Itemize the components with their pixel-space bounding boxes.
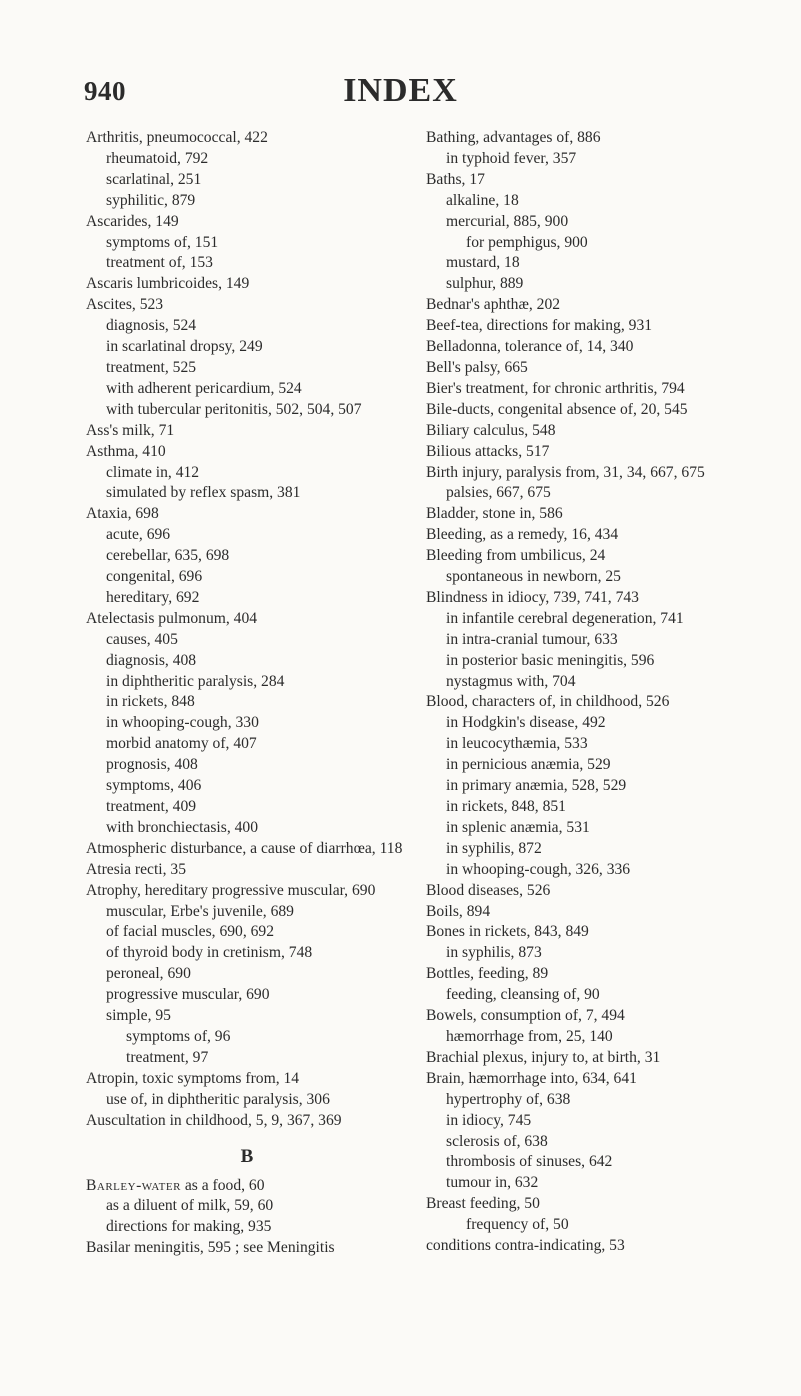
index-subentry: in whooping-cough, 326, 336 <box>446 860 631 878</box>
index-entry: Ascaris lumbricoides, 149 <box>86 275 250 293</box>
index-subentry: causes, 405 <box>106 630 178 648</box>
index-entry: Atmospheric disturbance, a cause of diarrhœa, 118 <box>86 839 403 857</box>
index-subentry: thrombosis of sinuses, 642 <box>446 1153 613 1171</box>
index-entry: Ascarides, 149 <box>86 212 179 230</box>
index-subentry: in pernicious anæmia, 529 <box>446 756 611 774</box>
index-entry: Arthritis, pneumococcal, 422 <box>86 129 268 146</box>
index-entry: Bones in rickets, 843, 849 <box>426 923 589 941</box>
index-entries-b <box>86 1176 408 1260</box>
index-entry: Bowels, consumption of, 7, 494 <box>426 1007 625 1025</box>
index-subentry: in scarlatinal dropsy, 249 <box>106 338 263 356</box>
index-subentry: in rickets, 848 <box>106 693 195 711</box>
index-subentry: with adherent pericardium, 524 <box>106 379 302 397</box>
index-entries-right <box>426 128 756 1257</box>
index-subentry: treatment of, 153 <box>106 254 213 272</box>
index-subentry: in splenic anæmia, 531 <box>446 818 590 836</box>
index-subentry: in syphilis, 872 <box>446 839 542 857</box>
index-subentry: scarlatinal, 251 <box>106 170 202 188</box>
index-subentry: treatment, 97 <box>126 1048 209 1066</box>
index-subentry: sulphur, 889 <box>446 275 524 293</box>
index-subentry: use of, in diphtheritic paralysis, 306 <box>106 1090 330 1108</box>
index-subentry: mustard, 18 <box>446 254 520 272</box>
index-subentry: simulated by reflex spasm, 381 <box>106 484 301 502</box>
index-subentry: acute, 696 <box>106 526 171 544</box>
index-entries-left <box>86 128 408 1132</box>
index-entry: Bednar's aphthæ, 202 <box>426 296 561 314</box>
index-entry: Blood, characters of, in childhood, 526 <box>426 693 670 711</box>
index-subentry: treatment, 409 <box>106 798 197 815</box>
page-title: INDEX <box>343 72 458 109</box>
index-subentry: simple, 95 <box>106 1007 171 1025</box>
index-subentry: progressive muscular, 690 <box>106 986 270 1004</box>
index-subentry: hereditary, 692 <box>106 588 200 606</box>
index-entry: Birth injury, paralysis from, 31, 34, 667, 675 <box>426 463 705 481</box>
index-subentry: cerebellar, 635, 698 <box>106 547 230 565</box>
index-subentry: morbid anatomy of, 407 <box>106 735 257 753</box>
index-subentry: in intra-cranial tumour, 633 <box>446 630 618 648</box>
index-entry: Belladonna, tolerance of, 14, 340 <box>426 338 634 356</box>
index-entry: Bell's palsy, 665 <box>426 358 528 376</box>
index-subentry: conditions contra-indicating, 53 <box>426 1237 625 1255</box>
index-subentry: alkaline, 18 <box>446 191 519 209</box>
index-subentry: muscular, Erbe's juvenile, 689 <box>106 902 294 920</box>
index-entry: Basilar meningitis, 595 ; see Meningitis <box>86 1239 335 1257</box>
index-entry: Brachial plexus, injury to, at birth, 31 <box>426 1048 661 1066</box>
index-entry: Barley-water as a food, 60 <box>86 1176 265 1194</box>
index-subentry: sclerosis of, 638 <box>446 1132 548 1150</box>
index-subentry: of thyroid body in cretinism, 748 <box>106 944 313 962</box>
index-subentry: in primary anæmia, 528, 529 <box>446 777 627 795</box>
index-entry: Atropin, toxic symptoms from, 14 <box>86 1069 300 1087</box>
index-subentry: in Hodgkin's disease, 492 <box>446 714 606 732</box>
index-subentry: for pemphigus, 900 <box>466 233 588 251</box>
index-entry: Bile-ducts, congenital absence of, 20, 545 <box>426 400 688 418</box>
index-entry: Auscultation in childhood, 5, 9, 367, 369 <box>86 1111 342 1129</box>
index-entry: Bathing, advantages of, 886 <box>426 129 601 146</box>
index-entry: Atelectasis pulmonum, 404 <box>86 609 258 627</box>
index-entry: Bottles, feeding, 89 <box>426 965 549 983</box>
index-entry: Boils, 894 <box>426 902 491 920</box>
index-entry: Bladder, stone in, 586 <box>426 505 563 523</box>
index-subentry: in rickets, 848, 851 <box>446 798 566 815</box>
index-subentry: syphilitic, 879 <box>106 191 196 209</box>
index-subentry: hypertrophy of, 638 <box>446 1090 571 1108</box>
page-number: 940 <box>84 76 126 106</box>
index-subentry: diagnosis, 408 <box>106 651 197 669</box>
index-subentry: in posterior basic meningitis, 596 <box>446 651 655 669</box>
index-entry: Bleeding, as a remedy, 16, 434 <box>426 526 619 544</box>
index-subentry: symptoms of, 151 <box>106 233 219 251</box>
index-subentry: tumour in, 632 <box>446 1174 539 1192</box>
index-entry: Beef-tea, directions for making, 931 <box>426 317 653 335</box>
index-subentry: rheumatoid, 792 <box>106 149 209 167</box>
index-entry: Breast feeding, 50 <box>426 1195 540 1213</box>
index-subentry: symptoms of, 96 <box>126 1027 231 1045</box>
index-entry: Bilious attacks, 517 <box>426 442 550 460</box>
index-subentry: mercurial, 885, 900 <box>446 212 569 230</box>
index-entry: Blood diseases, 526 <box>426 881 551 899</box>
index-entry: Atrophy, hereditary progressive muscular, 690 <box>86 881 376 899</box>
index-subentry: in diphtheritic paralysis, 284 <box>106 672 285 690</box>
index-column-left <box>86 128 408 1259</box>
index-entry: Ataxia, 698 <box>86 505 159 523</box>
index-entry: Ascites, 523 <box>86 296 164 314</box>
index-entry: Bier's treatment, for chronic arthritis, 794 <box>426 379 685 397</box>
index-subentry: nystagmus with, 704 <box>446 672 576 690</box>
index-entry: Asthma, 410 <box>86 442 166 460</box>
index-subentry: hæmorrhage from, 25, 140 <box>446 1027 613 1045</box>
index-column-right <box>426 128 756 1257</box>
index-subentry: climate in, 412 <box>106 463 200 481</box>
index-subentry: as a diluent of milk, 59, 60 <box>106 1197 274 1215</box>
index-subentry: peroneal, 690 <box>106 965 191 983</box>
index-subentry: palsies, 667, 675 <box>446 484 551 502</box>
index-entry: Baths, 17 <box>426 170 485 188</box>
index-subentry: in syphilis, 873 <box>446 944 542 962</box>
index-subentry: in idiocy, 745 <box>446 1111 532 1129</box>
index-subentry: with bronchiectasis, 400 <box>106 818 259 836</box>
entry-heading: Barley-water <box>86 1176 181 1194</box>
index-subentry: treatment, 525 <box>106 358 197 376</box>
index-subentry: of facial muscles, 690, 692 <box>106 923 275 941</box>
index-subentry: in leucocythæmia, 533 <box>446 735 588 753</box>
index-subentry: in typhoid fever, 357 <box>446 149 577 167</box>
index-subentry: prognosis, 408 <box>106 756 198 774</box>
page-header <box>0 72 801 112</box>
index-subentry: with tubercular peritonitis, 502, 504, 507 <box>106 400 362 418</box>
index-entry: Atresia recti, 35 <box>86 860 187 878</box>
index-subentry: symptoms, 406 <box>106 777 202 795</box>
index-entry: Biliary calculus, 548 <box>426 421 556 439</box>
index-entry: Blindness in idiocy, 739, 741, 743 <box>426 588 639 606</box>
index-entry: Ass's milk, 71 <box>86 421 175 439</box>
index-subentry: feeding, cleansing of, 90 <box>446 986 600 1004</box>
section-letter-b: B <box>240 1145 254 1167</box>
index-subentry: spontaneous in newborn, 25 <box>446 568 621 586</box>
index-subentry: diagnosis, 524 <box>106 317 197 335</box>
index-subentry: in whooping-cough, 330 <box>106 714 259 732</box>
index-subentry: frequency of, 50 <box>466 1216 569 1234</box>
index-entry: Brain, hæmorrhage into, 634, 641 <box>426 1069 637 1087</box>
index-entry: Bleeding from umbilicus, 24 <box>426 547 606 565</box>
index-subentry: congenital, 696 <box>106 568 203 586</box>
index-subentry: in infantile cerebral degeneration, 741 <box>446 609 684 627</box>
index-subentry: directions for making, 935 <box>106 1218 272 1236</box>
